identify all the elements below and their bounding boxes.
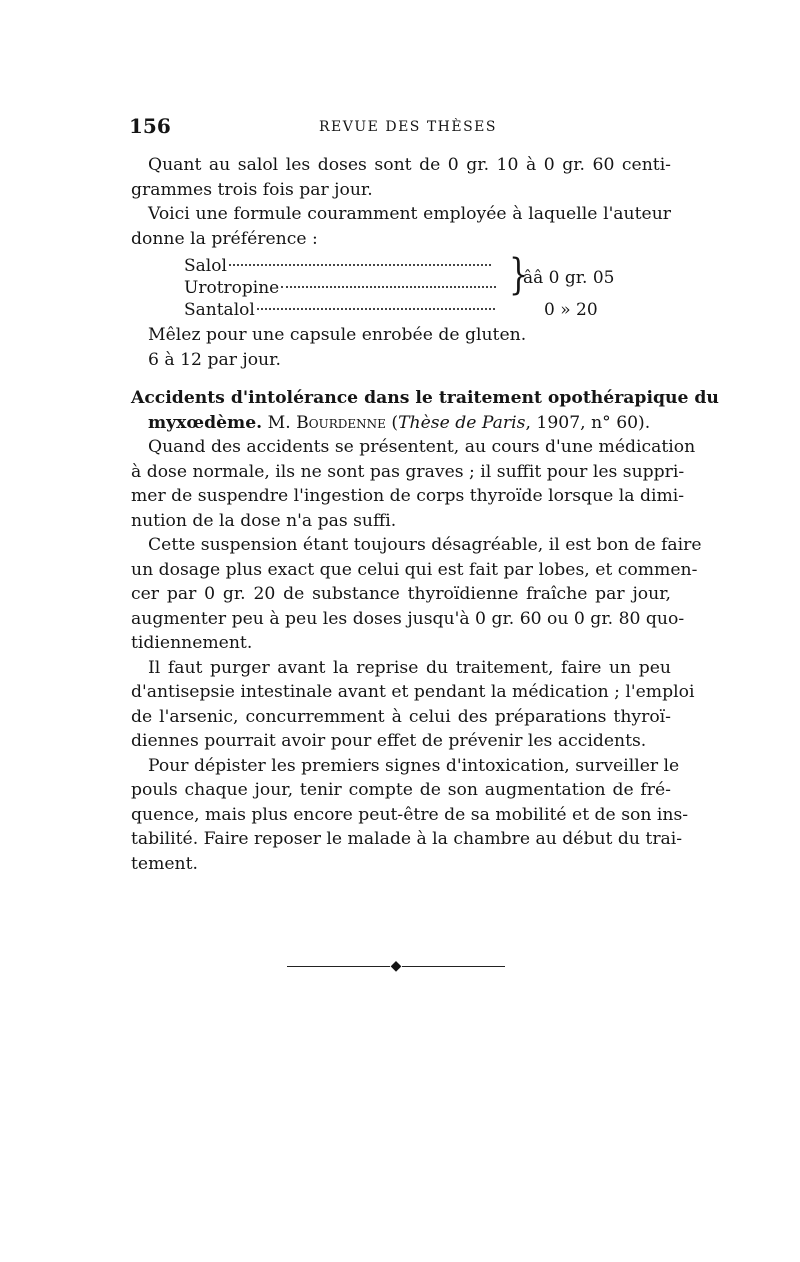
- text-line: Pour dépister les premiers signes d'intoxication, surveiller le: [148, 755, 680, 776]
- text-line: 6 à 12 par jour.: [148, 349, 281, 370]
- formula-row-urotropine: [184, 277, 514, 299]
- text-line: pouls chaque jour, tenir compte de son augmentation de fré-: [131, 780, 671, 800]
- salol-paragraph: [131, 153, 671, 202]
- section-separator: [287, 959, 505, 973]
- ingredient-name: Urotropine: [184, 278, 280, 298]
- leader-dots: [257, 308, 495, 310]
- article-paragraph: [131, 435, 696, 533]
- text-line: tidiennement.: [131, 633, 253, 653]
- text-line: Il faut purger avant la reprise du traitement, faire un peu: [148, 657, 671, 678]
- formula-row-santalol: [184, 299, 514, 321]
- text-line: cer par 0 gr. 20 de substance thyroïdienne fraîche par jour,: [131, 584, 671, 604]
- author-name: Bourdenne: [296, 412, 386, 433]
- page-number: 156: [129, 114, 171, 138]
- leader-dots: [281, 286, 496, 288]
- text-line: nution de la dose n'a pas suffi.: [131, 510, 397, 531]
- text-line: Quand des accidents se présentent, au cours d'une médication: [148, 437, 696, 457]
- text-line: tabilité. Faire reposer le malade à la chambre au début du trai-: [131, 829, 683, 849]
- text-line: de l'arsenic, concurremment à celui des préparations thyroï-: [131, 706, 671, 727]
- brace-symbol: }: [509, 250, 529, 300]
- text-line: Cette suspension étant toujours désagréable, il est bon de faire: [148, 535, 702, 555]
- article-paragraph: [131, 533, 702, 656]
- text-line: Quant au salol les doses sont de 0 gr. 10 à 0 gr. 60 centi-: [148, 155, 671, 175]
- text-line: mer de suspendre l'ingestion de corps thyroïde lorsque la dimi-: [131, 486, 685, 506]
- article-paragraph: [131, 656, 695, 754]
- author-prefix: M.: [267, 412, 291, 433]
- text-line: quence, mais plus encore peut-être de sa mobilité et de son ins-: [131, 804, 689, 825]
- text-line: donne la préférence :: [131, 228, 318, 249]
- shared-dose: ââ 0 gr. 05: [523, 268, 615, 288]
- ingredient-name: Santalol: [184, 300, 255, 320]
- text-line: grammes trois fois par jour.: [131, 179, 373, 200]
- text-line: Mêlez pour une capsule enrobée de gluten.: [148, 325, 527, 345]
- text-line: augmenter peu à peu les doses jusqu'à 0 gr. 60 ou 0 gr. 80 quo-: [131, 608, 685, 629]
- text-line: diennes pourrait avoir pour effet de prévenir les accidents.: [131, 731, 647, 751]
- article-title: Accidents d'intolérance dans le traitement opothérapique du: [131, 388, 719, 408]
- article-title-end: myxœdème.: [148, 412, 263, 433]
- source-details: , 1907, n° 60).: [525, 412, 651, 433]
- diamond-ornament-icon: ◆: [390, 958, 402, 974]
- text-line: d'antisepsie intestinale avant et pendant la médication ; l'emploi: [131, 682, 695, 702]
- page-body: [131, 153, 719, 876]
- running-title: REVUE DES THÈSES: [319, 119, 497, 135]
- text-line: Voici une formule couramment employée à laquelle l'auteur: [148, 204, 671, 224]
- article-citation: myxœdème. M. Bourdenne (Thèse de Paris, 1907, n° 60).: [148, 412, 651, 433]
- text-line: à dose normale, ils ne sont pas graves ; il suffit pour les suppri-: [131, 461, 685, 482]
- formula-row-salol: [184, 255, 514, 277]
- leader-dots: [229, 264, 491, 266]
- article-paragraph: [131, 754, 689, 877]
- formula-intro: [131, 202, 671, 251]
- text-line: tement.: [131, 853, 198, 874]
- article-heading: [131, 386, 719, 435]
- formula-instructions: [131, 323, 671, 372]
- santalol-dose: 0 » 20: [544, 300, 598, 320]
- thesis-source: Thèse de Paris: [398, 412, 526, 433]
- page-header: [129, 114, 669, 144]
- ingredient-name: Salol: [184, 256, 227, 276]
- text-line: un dosage plus exact que celui qui est fait par lobes, et commen-: [131, 559, 698, 580]
- prescription-formula: [131, 250, 671, 323]
